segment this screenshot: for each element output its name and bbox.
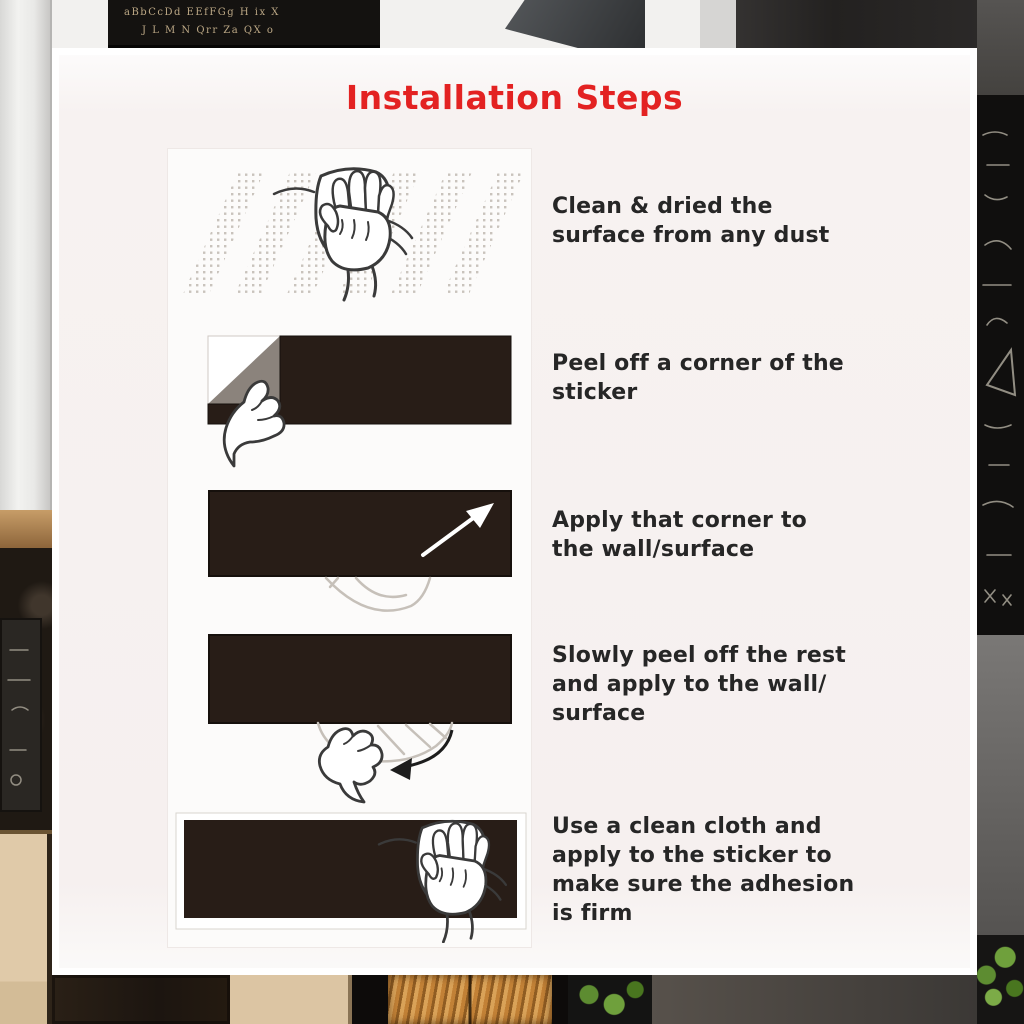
wood-shelf-left — [0, 510, 52, 550]
copper-tile-panel — [388, 975, 552, 1024]
kitchen-pillar-left — [0, 0, 52, 515]
step3-illustration — [168, 483, 533, 618]
installation-steps-panel — [52, 48, 977, 975]
kitchen-counter-bottom — [52, 975, 977, 1024]
range-hood — [505, 0, 645, 48]
dark-wood-cabinet — [52, 975, 230, 1024]
right-wall — [977, 0, 1024, 1024]
step3-text: Apply that corner to the wall/surface — [552, 508, 807, 562]
step4-text: Slowly peel off the rest and apply to the wall/ surface — [552, 643, 847, 726]
step2-illustration — [168, 328, 533, 468]
cabinet-gap — [552, 975, 568, 1024]
small-blackboard-left — [0, 618, 42, 812]
chalk-scribbles-right — [977, 95, 1024, 635]
chalk-text-line2: J L M N Qrr Za QX o — [142, 25, 275, 36]
alphabet-chalkboard-top — [108, 0, 380, 48]
step5-text: Use a clean cloth and apply to the sticker to make sure the adhesion is firm — [552, 814, 855, 926]
step2-text: Peel off a corner of the sticker — [552, 351, 844, 405]
step4-illustration — [168, 630, 533, 805]
corner-applied-arrow-icon — [168, 483, 533, 618]
gray-wall-right — [977, 635, 1024, 935]
illustration-column — [167, 148, 532, 948]
hand-peeling-corner-icon — [168, 328, 533, 468]
chalk-text-line1: aBbCcDd EEfFGg H ix X — [124, 7, 280, 18]
hand-wiping-surface-icon — [168, 154, 533, 309]
page-title: Installation Steps — [345, 78, 684, 117]
top-wall — [52, 0, 980, 48]
curled-sticker-ghost — [326, 578, 430, 611]
step5-illustration — [168, 811, 533, 943]
plant-bottom — [568, 975, 652, 1024]
stone-wall-top-right — [977, 0, 1024, 95]
math-chalkboard-right — [977, 95, 1024, 635]
chalk-marks-left — [2, 620, 40, 810]
step1-text: Clean & dried the surface from any dust — [552, 194, 830, 248]
plant-right — [977, 935, 1024, 1024]
cabinet-gap — [352, 975, 388, 1024]
hand-smoothing-sticker-icon — [168, 630, 533, 805]
beige-cabinet-left — [0, 830, 52, 1024]
gray-counter-right — [652, 975, 977, 1024]
beige-cabinet-door — [230, 975, 352, 1024]
cloth-pressing-sticker-icon — [168, 811, 533, 943]
wall-band — [700, 0, 736, 48]
dark-wall-top — [736, 0, 980, 48]
step1-illustration — [168, 154, 533, 309]
